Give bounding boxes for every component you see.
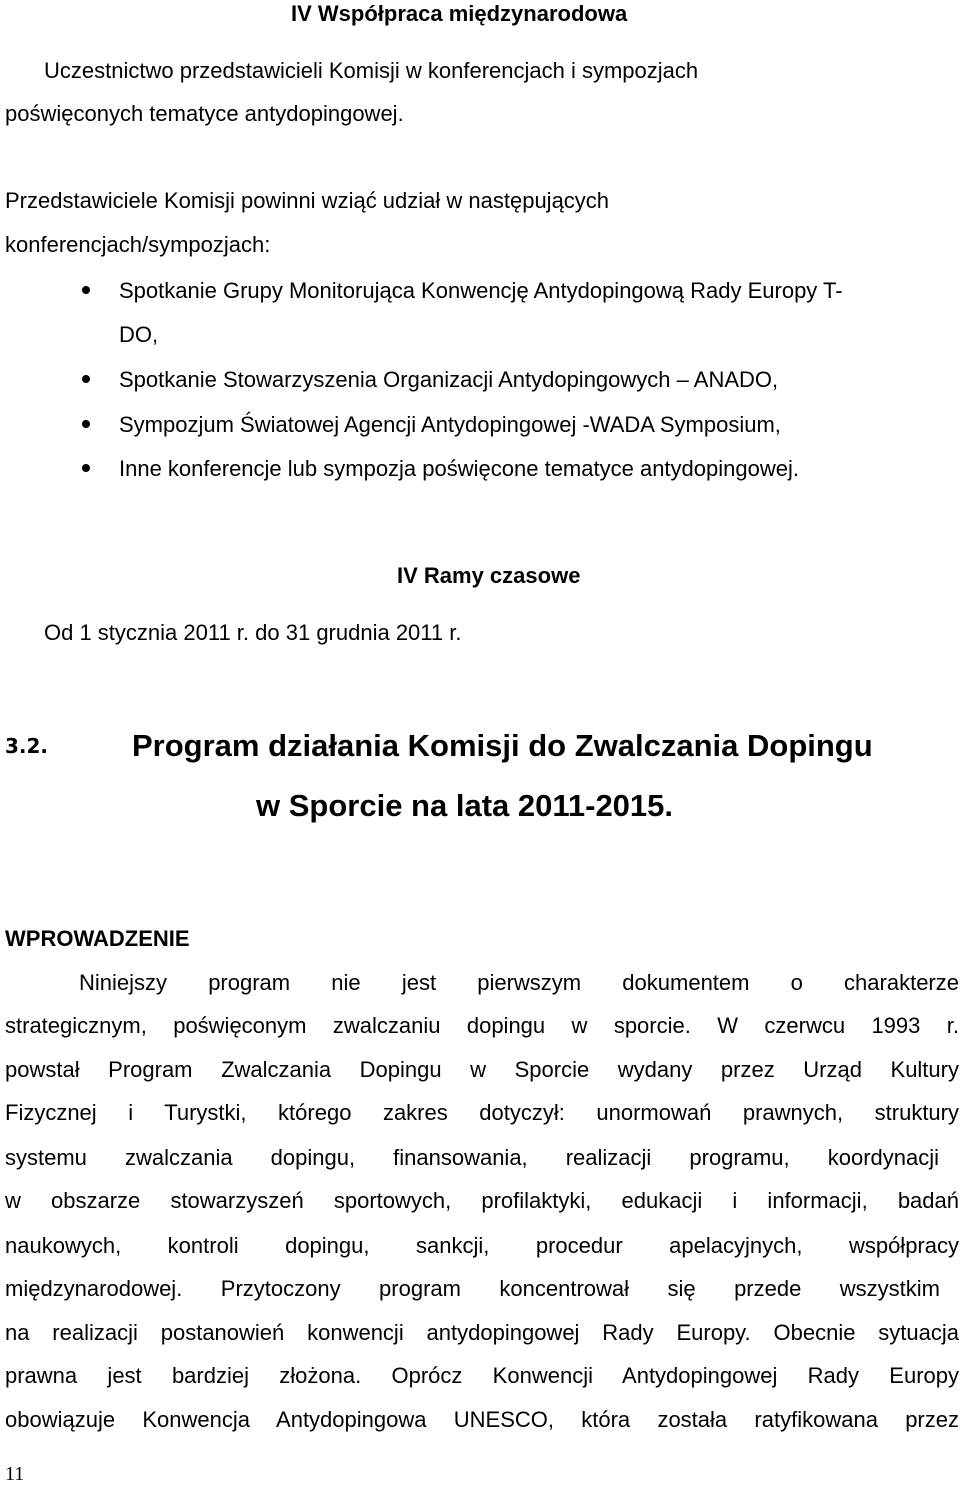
intro-line-1: Uczestnictwo przedstawicieli Komisji w konferencjach i sympozjach [44, 58, 699, 83]
paragraph-line: Fizycznej i Turystki, którego zakres dotyczył: unormowań prawnych, struktury [5, 1100, 959, 1125]
list-item: Spotkanie Grupy Monitorująca Konwencję Antydopingową Rady Europy T- [119, 278, 843, 303]
paragraph-line: naukowych, kontroli dopingu, sankcji, procedur apelacyjnych, współpracy [5, 1233, 959, 1258]
list-item: Inne konferencje lub sympozja poświęcone tematyce antydopingowej. [119, 456, 799, 481]
list-item: Spotkanie Stowarzyszenia Organizacji Antydopingowych – ANADO, [119, 367, 779, 392]
cooperation-heading: IV Współpraca międzynarodowa [291, 1, 628, 26]
timeframe-heading: IV Ramy czasowe [397, 563, 581, 588]
program-title-line-1: Program działania Komisji do Zwalczania Dopingu [132, 728, 873, 763]
participation-line-1: Przedstawiciele Komisji powinni wziąć udział w następujących [5, 188, 610, 213]
introduction-heading: WPROWADZENIE [5, 926, 190, 951]
intro-line-2: poświęconych tematyce antydopingowej. [5, 101, 404, 126]
paragraph-line: systemu zwalczania dopingu, finansowania, realizacji programu, koordynacji [5, 1145, 939, 1170]
paragraph-line: Niniejszy program nie jest pierwszym dokumentem o charakterze [79, 970, 959, 995]
participation-line-2: konferencjach/sympozjach: [5, 232, 271, 257]
paragraph-line: międzynarodowej. Przytoczony program koncentrował się przede wszystkim [5, 1276, 940, 1301]
bullet-dot-icon [82, 420, 90, 428]
timeframe-period: Od 1 stycznia 2011 r. do 31 grudnia 2011 r. [44, 620, 462, 645]
paragraph-line: powstał Program Zwalczania Dopingu w Sporcie wydany przez Urząd Kultury [5, 1057, 959, 1082]
paragraph-line: prawna jest bardziej złożona. Oprócz Konwencji Antydopingowej Rady Europy [5, 1363, 959, 1388]
bullet-dot-icon [82, 286, 90, 294]
paragraph-line: na realizacji postanowień konwencji antydopingowej Rady Europy. Obecnie sytuacja [5, 1320, 959, 1345]
section-number: 3.2. [5, 734, 49, 758]
list-item-continuation: DO, [119, 322, 159, 347]
paragraph-line: strategicznym, poświęconym zwalczaniu dopingu w sporcie. W czerwcu 1993 r. [5, 1013, 959, 1038]
bullet-dot-icon [82, 375, 90, 383]
paragraph-line: w obszarze stowarzyszeń sportowych, profilaktyki, edukacji i informacji, badań [5, 1188, 959, 1213]
bullet-dot-icon [82, 464, 90, 472]
list-item: Sympozjum Światowej Agencji Antydopingowej -WADA Symposium, [119, 412, 781, 437]
page-number: 11 [5, 1463, 25, 1485]
paragraph-line: obowiązuje Konwencja Antydopingowa UNESCO, która została ratyfikowana przez [5, 1407, 959, 1432]
program-title-line-2: w Sporcie na lata 2011-2015. [256, 788, 674, 823]
